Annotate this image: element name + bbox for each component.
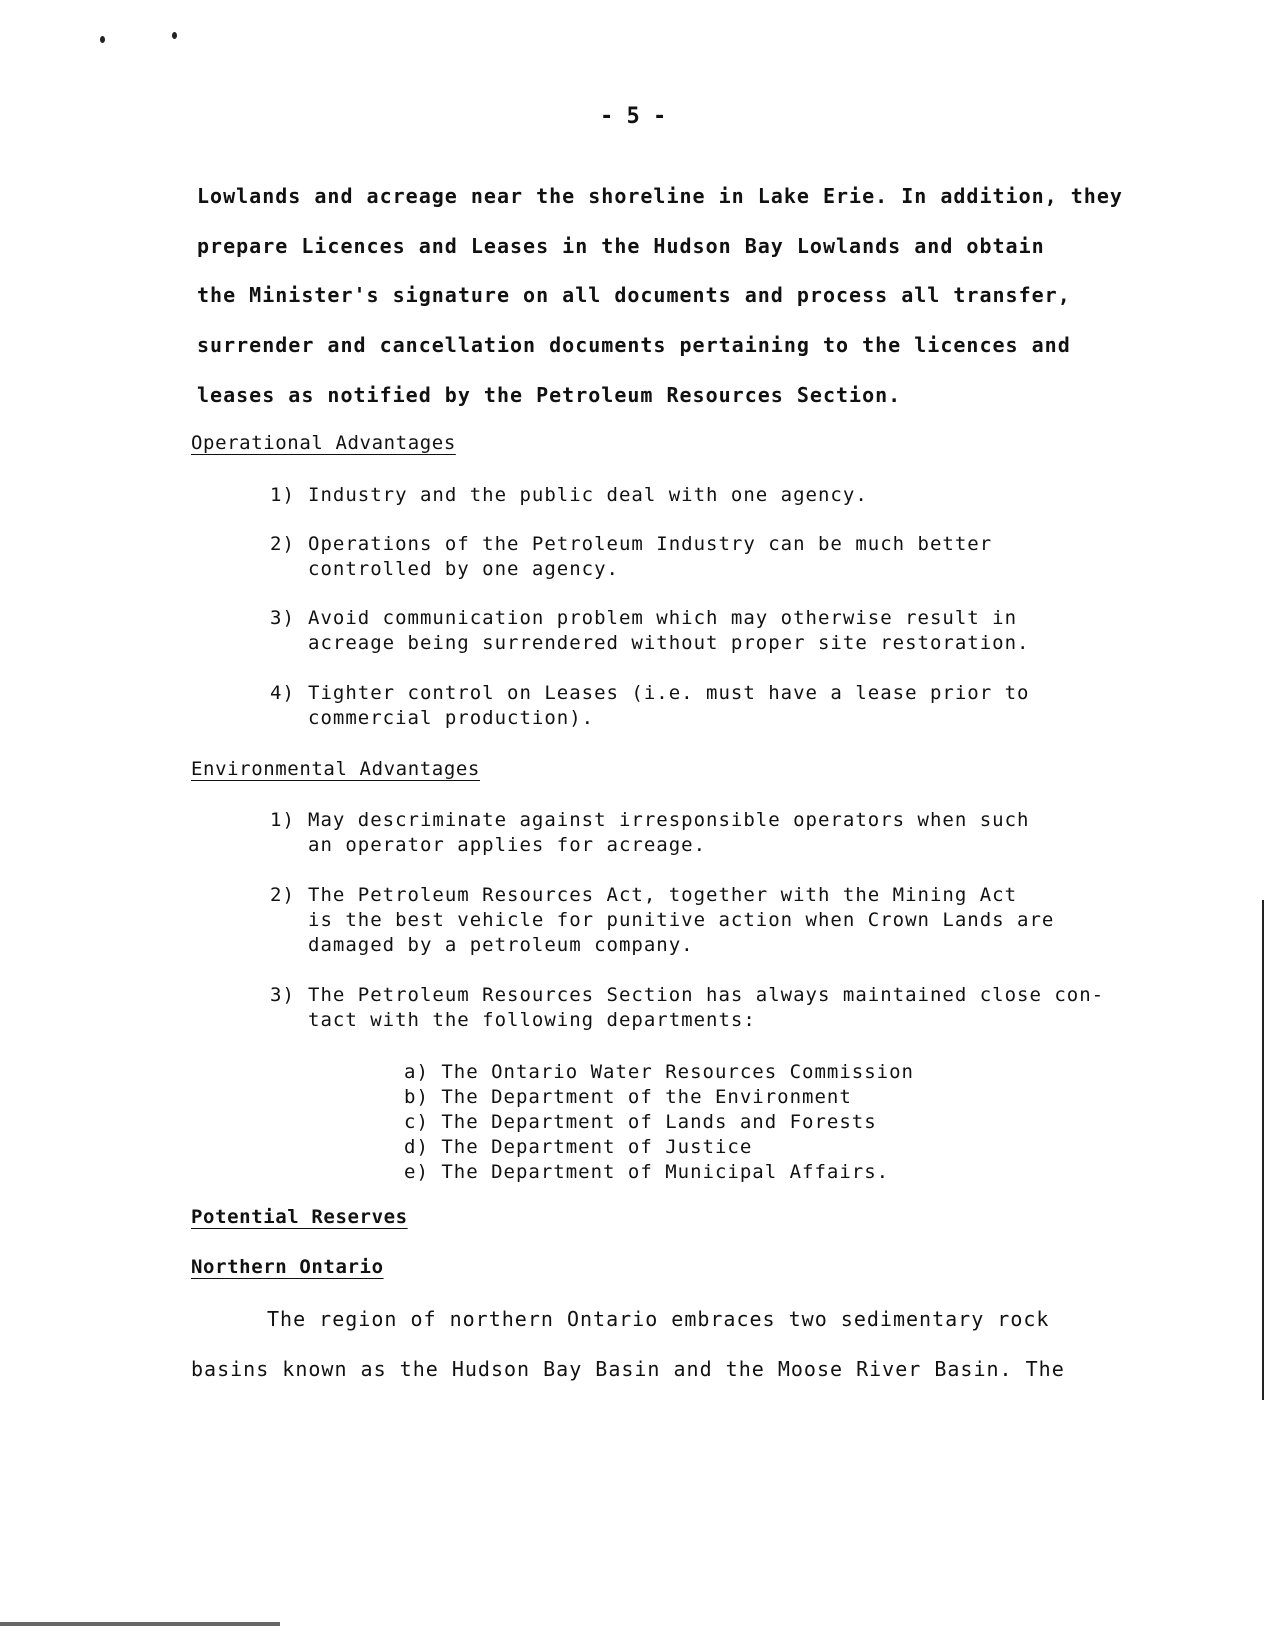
item-number: 3): [270, 607, 295, 629]
item-number: 3): [270, 984, 295, 1006]
department-list: [404, 1060, 914, 1185]
item-number: 4): [270, 682, 295, 704]
intro-line: the Minister's signature on all documents and process all transfer,: [197, 283, 1071, 307]
item-text: The Petroleum Resources Section has always maintained close con- tact with the following departments:: [308, 984, 1105, 1031]
item-number: 1): [270, 809, 295, 831]
item-text: The Petroleum Resources Act, together with the Mining Act is the best vehicle for punitive action when Crown Lands are damaged by a petroleum company.: [308, 884, 1055, 956]
item-text: Industry and the public deal with one agency.: [308, 484, 868, 506]
item-number: 2): [270, 884, 295, 906]
intro-line: leases as notified by the Petroleum Resources Section.: [197, 383, 902, 407]
item-number: 1): [270, 484, 295, 506]
department-item: a) The Ontario Water Resources Commission: [404, 1061, 914, 1083]
environmental-advantages-heading: Environmental Advantages: [191, 758, 480, 780]
department-item: d) The Department of Justice: [404, 1136, 753, 1158]
item-text: Avoid communication problem which may otherwise result in acreage being surrendered without proper site restoration.: [308, 607, 1030, 654]
item-number: 2): [270, 533, 295, 555]
page-number: - 5 -: [600, 104, 667, 129]
scan-bottom-noise: [0, 1622, 280, 1626]
scan-speck-icon: [100, 36, 105, 43]
item-text: May descriminate against irresponsible operators when such an operator applies for acreage.: [308, 809, 1030, 856]
item-text: Operations of the Petroleum Industry can be much better controlled by one agency.: [308, 533, 993, 580]
department-item: e) The Department of Municipal Affairs.: [404, 1161, 890, 1183]
department-item: b) The Department of the Environment: [404, 1086, 852, 1108]
intro-line: Lowlands and acreage near the shoreline in Lake Erie. In addition, they: [197, 184, 1123, 208]
intro-line: surrender and cancellation documents pertaining to the licences and: [197, 333, 1071, 357]
intro-line: prepare Licences and Leases in the Hudson Bay Lowlands and obtain: [197, 234, 1045, 258]
reserves-line: The region of northern Ontario embraces two sedimentary rock: [267, 1307, 1050, 1331]
scan-edge-line: [1262, 900, 1264, 1400]
item-text: Tighter control on Leases (i.e. must have a lease prior to commercial production).: [308, 682, 1030, 729]
department-item: c) The Department of Lands and Forests: [404, 1111, 877, 1133]
northern-ontario-heading: Northern Ontario: [191, 1256, 384, 1278]
operational-advantages-heading: Operational Advantages: [191, 432, 456, 454]
scan-speck-icon: [172, 32, 177, 39]
potential-reserves-heading: Potential Reserves: [191, 1206, 408, 1228]
reserves-line: basins known as the Hudson Bay Basin and the Moose River Basin. The: [191, 1357, 1065, 1381]
